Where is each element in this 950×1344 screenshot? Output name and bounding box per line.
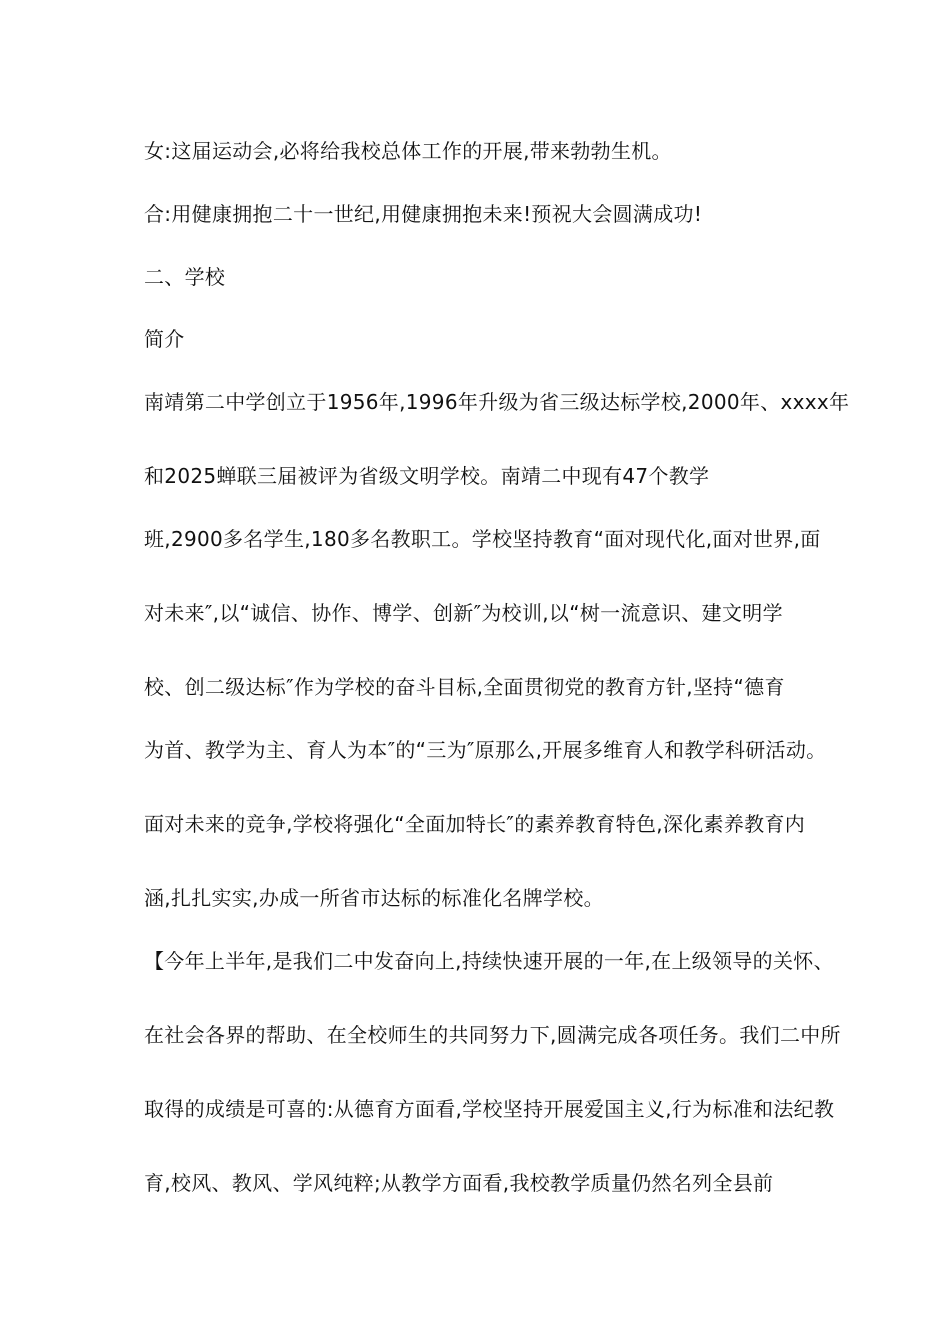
text-line-host-together: 合:用健康拥抱二十一世纪,用健康拥抱未来!预祝大会圆满成功!: [144, 202, 703, 226]
paragraph-line: 在社会各界的帮助、在全校师生的共同努力下,圆满完成各项任务。我们二中所: [144, 1023, 841, 1047]
text-line-host-female: 女:这届运动会,必将给我校总体工作的开展,带来勃勃生机。: [144, 139, 672, 163]
paragraph-line: 为首、教学为主、育人为本″的“三为″原那么,开展多维育人和教学科研活动。: [144, 738, 827, 762]
paragraph-line: 和2025蝉联三届被评为省级文明学校。南靖二中现有47个教学: [144, 464, 710, 488]
paragraph-line: 育,校风、教风、学风纯粹;从教学方面看,我校教学质量仍然名列全县前: [144, 1171, 774, 1195]
paragraph-line: 涵,扎扎实实,办成一所省市达标的标准化名牌学校。: [144, 886, 604, 910]
paragraph-line: 校、创二级达标″作为学校的奋斗目标,全面贯彻党的教育方针,坚持“德育: [144, 675, 785, 699]
paragraph-line: 南靖第二中学创立于1956年,1996年升级为省三级达标学校,2000年、xxxx年: [144, 390, 850, 414]
section-subheading: 简介: [144, 327, 185, 351]
paragraph-line: 【今年上半年,是我们二中发奋向上,持续快速开展的一年,在上级领导的关怀、: [144, 949, 834, 973]
paragraph-line: 班,2900多名学生,180多名教职工。学校坚持教育“面对现代化,面对世界,面: [144, 527, 821, 551]
paragraph-line: 对未来″,以“诚信、协作、博学、创新″为校训,以“树一流意识、建文明学: [144, 601, 783, 625]
paragraph-line: 取得的成绩是可喜的:从德育方面看,学校坚持开展爱国主义,行为标准和法纪教: [144, 1097, 835, 1121]
section-heading: 二、学校: [144, 265, 226, 289]
paragraph-line: 面对未来的竞争,学校将强化“全面加特长″的素养教育特色,深化素养教育内: [144, 812, 806, 836]
